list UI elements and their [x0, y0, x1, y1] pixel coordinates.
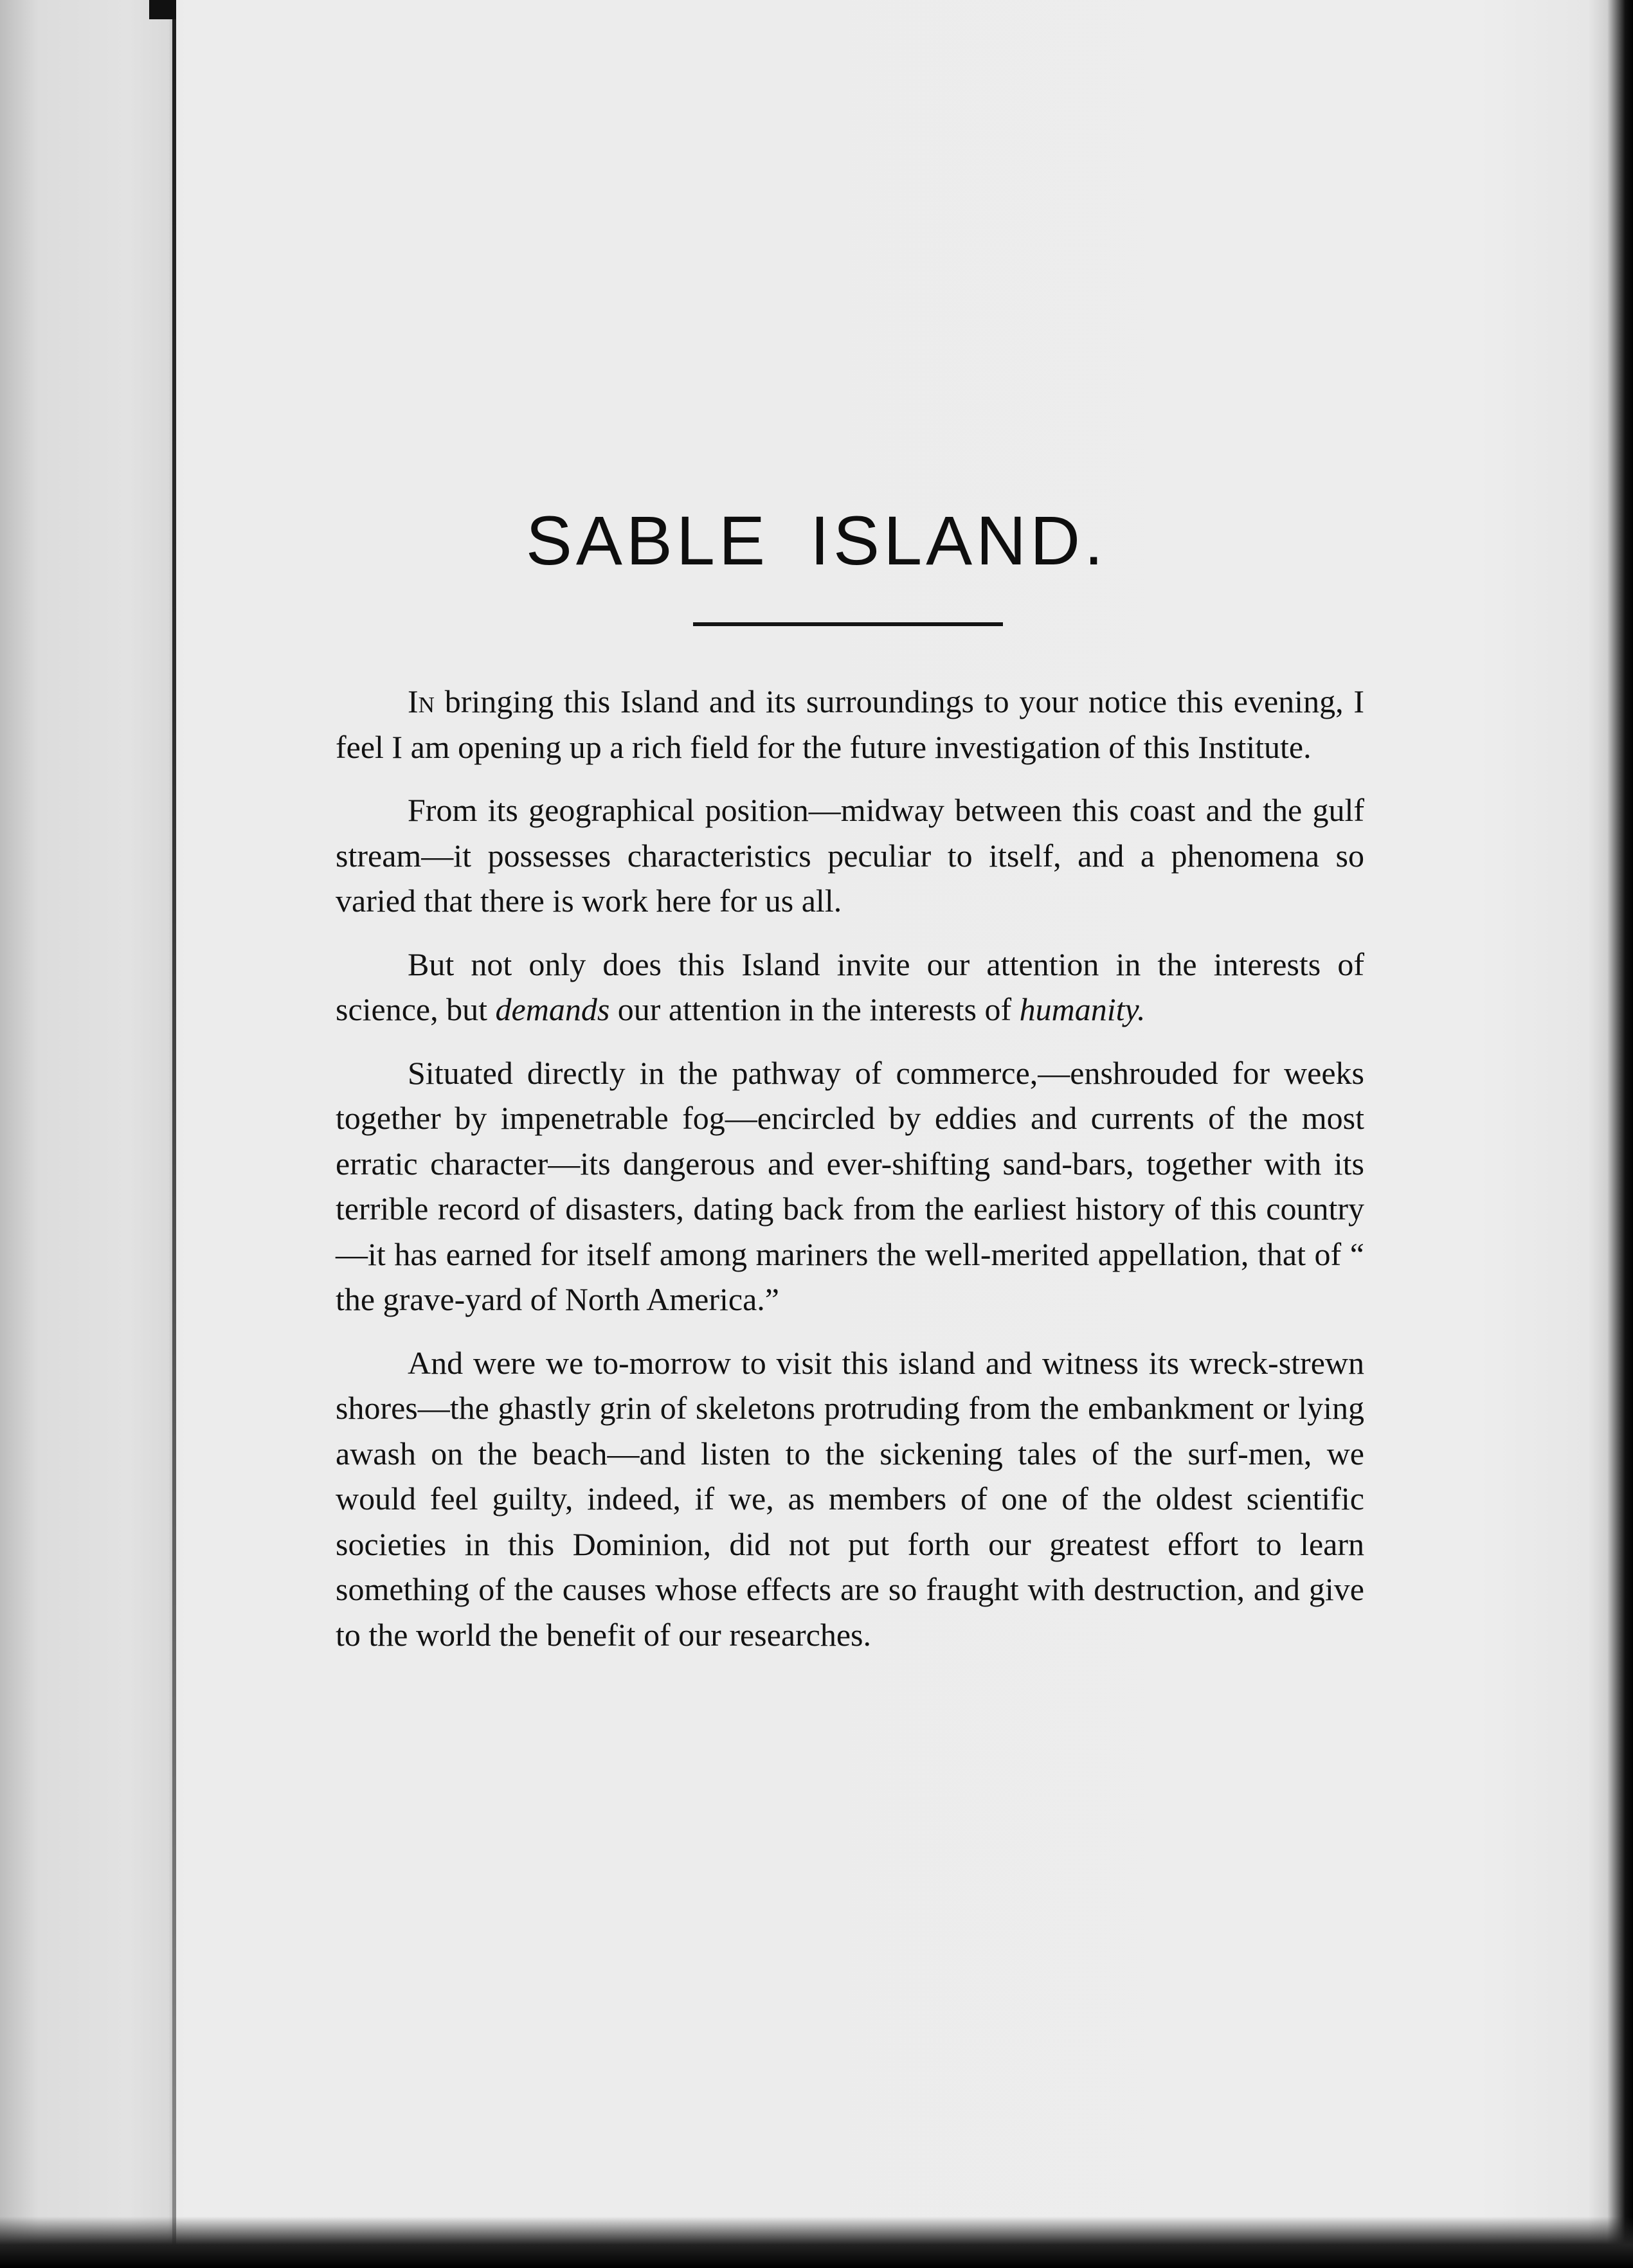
scan-corner-mark	[149, 0, 176, 19]
paragraph-4: Situated directly in the pathway of commerce,—enshrouded for weeks together by impenetrable fog—encircled by eddies and currents of the most erratic character—its dangerous and ever-shifting sand-bars, together with its terrible record of disasters, dating back from the earliest history of this country—it has earned for itself among mariners the well-merited appellation, that of “ the grave-yard of North America.”	[336, 1054, 1364, 1317]
paragraph-3-emphasis-humanity: humanity.	[1019, 991, 1146, 1027]
paragraph-3-text-2: our attention in the interests of	[609, 991, 1020, 1027]
page-spine-shadow	[172, 0, 176, 2268]
paragraph-1-text: bringing this Island and its surroundings to your notice this evening, I feel I am opening up a rich field for the future investigation of this Institute.	[336, 683, 1364, 765]
page-title: SABLE ISLAND.	[525, 501, 1108, 579]
binding-margin	[0, 0, 175, 2268]
paragraph-3	[336, 942, 1364, 1032]
paragraph-3-text-1: But not only does this Island invite our attention in the interests of science, but	[336, 946, 1364, 1027]
paragraph-3-emphasis-demands: demands	[495, 991, 610, 1027]
title-rule	[693, 622, 1003, 626]
paragraph-1	[336, 679, 1364, 770]
page-bottom-edge	[0, 2217, 1633, 2268]
body-text	[336, 679, 1364, 1675]
paragraph-5: And were we to-morrow to visit this island and witness its wreck-strewn shores—the ghastly grin of skeletons protruding from the embankment or lying awash on the beach—and listen to the sickening tales of the surf-men, we would feel guilty, indeed, if we, as members of one of the oldest scientific societies in this Dominion, did not put forth our greatest effort to learn something of the causes whose effects are so fraught with destruction, and give to the world the benefit of our researches.	[336, 1344, 1364, 1653]
paragraph-2: From its geographical position—midway between this coast and the gulf stream—it possesses characteristics peculiar to itself, and a phenomena so varied that there is work here for us all.	[336, 792, 1364, 919]
paragraph-1-lead: In	[408, 683, 435, 719]
page-right-edge	[1607, 0, 1633, 2268]
